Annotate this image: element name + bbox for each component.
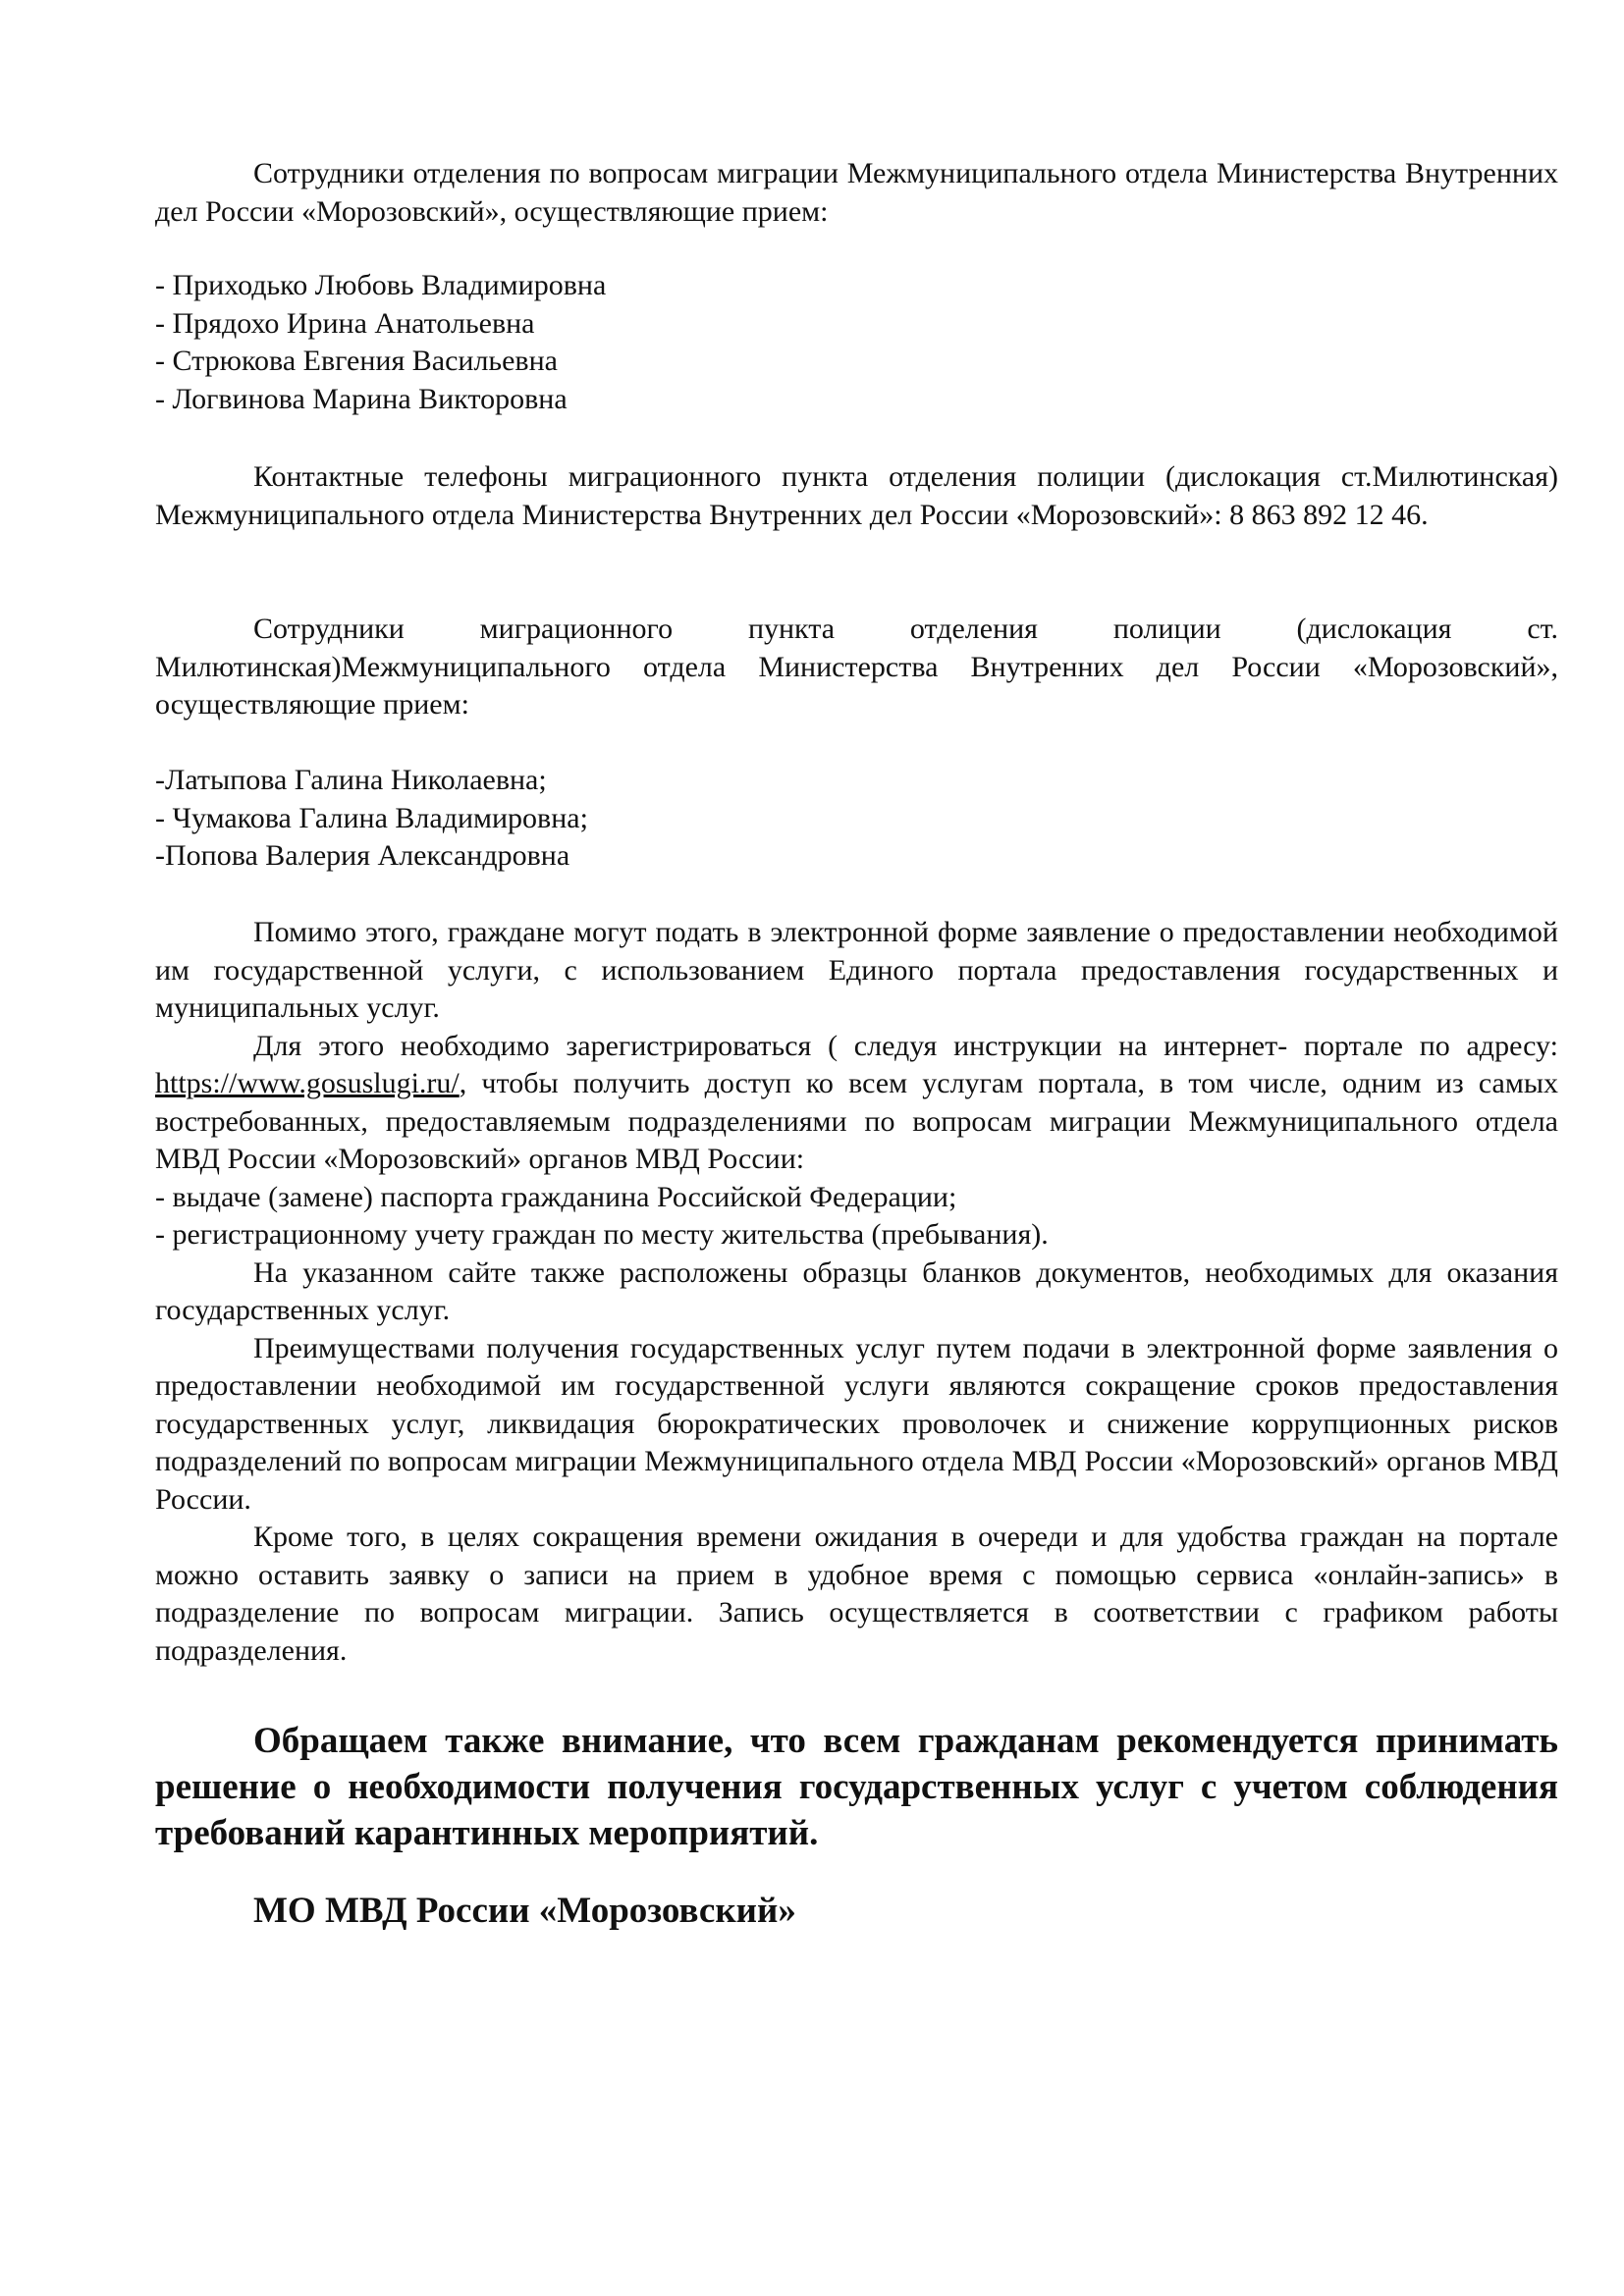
contacts-block [155,458,1558,534]
point-staff-intro-block [155,611,1558,724]
signature-block [155,1888,1558,1934]
notice-block [155,1718,1558,1856]
list-item: - Чумакова Галина Владимировна; [155,801,588,834]
service-list [155,1179,1558,1255]
staff-intro-paragraph: Сотрудники отделения по вопросам миграции Межмуниципального отдела Министерства Внутренних дел России «Морозовский», осуществляющие прием: [155,157,1558,228]
register-text-before: Для этого необходимо зарегистрироваться ( следуя инструкции на интернет- портале по адресу: [253,1029,1558,1062]
signature: МО МВД России «Морозовский» [253,1891,796,1931]
point-staff-intro-paragraph: Сотрудники миграционного пункта отделения полиции (дислокация ст. Милютинская)Межмуниципального отдела Министерства Внутренних дел России «Морозовский», осуществляющие прием: [155,613,1558,721]
list-item: - Прядохо Ирина Анатольевна [155,306,535,340]
point-staff-list-block [155,762,1558,876]
staff-list [155,267,1558,418]
list-item: - Приходько Любовь Владимировна [155,269,607,301]
notice-paragraph: Обращаем также внимание, что всем гражданам рекомендуется принимать решение о необходимости получения государственных услуг с учетом соблюдения требований карантинных мероприятий. [155,1721,1558,1853]
electronic-paragraph: Помимо этого, граждане могут подать в электронной форме заявление о предоставлении необходимой им государственной услуги, с использованием Единого портала предоставления государственных и муниципальных услуг. [155,916,1558,1024]
online-paragraph: Кроме того, в целях сокращения времени ожидания в очереди и для удобства граждан на портале можно оставить заявку о записи на прием в удобное время с помощью сервиса «онлайн-запись» в подразделение по вопросам миграции. Запись осуществляется в соответствии с графиком работы подразделения. [155,1521,1558,1667]
list-item: - выдаче (замене) паспорта гражданина Российской Федерации; [155,1180,957,1213]
list-item: - Стрюкова Евгения Васильевна [155,345,558,377]
list-item: - регистрационному учету граждан по месту жительства (пребывания). [155,1218,1049,1251]
point-staff-list [155,762,1558,876]
forms-paragraph: На указанном сайте также расположены образцы бланков документов, необходимых для оказания государственных услуг. [155,1255,1558,1326]
advantages-paragraph: Преимуществами получения государственных услуг путем подачи в электронной форме заявления о предоставлении необходимой им государственной услуги являются сокращение сроков предоставления государственных услуг, ликвидация бюрократических проволочек и снижение коррупционных рисков подразделений по вопросам миграции Межмуниципального отдела МВД России «Морозовский» органов МВД России. [155,1331,1558,1516]
gosuslugi-link[interactable]: https://www.gosuslugi.ru/ [155,1067,460,1099]
list-item: -Латыпова Галина Николаевна; [155,764,547,796]
register-paragraph [155,1028,1558,1179]
staff-intro-block [155,155,1558,231]
list-item: - Логвинова Марина Викторовна [155,382,568,415]
register-text-after: , чтобы получить доступ ко всем услугам портала, в том числе, одним из самых востребованных, предоставляемым подразделениями по вопросам миграции Межмуниципального отдела МВД России «Морозовский» органов МВД России: [155,1067,1558,1175]
list-item: -Попова Валерия Александровна [155,839,570,872]
main-text-block [155,914,1558,1670]
staff-list-block [155,267,1558,418]
contacts-paragraph: Контактные телефоны миграционного пункта отделения полиции (дислокация ст.Милютинская) Межмуниципального отдела Министерства Внутренних дел России «Морозовский»: 8 863 892 12 46. [155,460,1558,531]
